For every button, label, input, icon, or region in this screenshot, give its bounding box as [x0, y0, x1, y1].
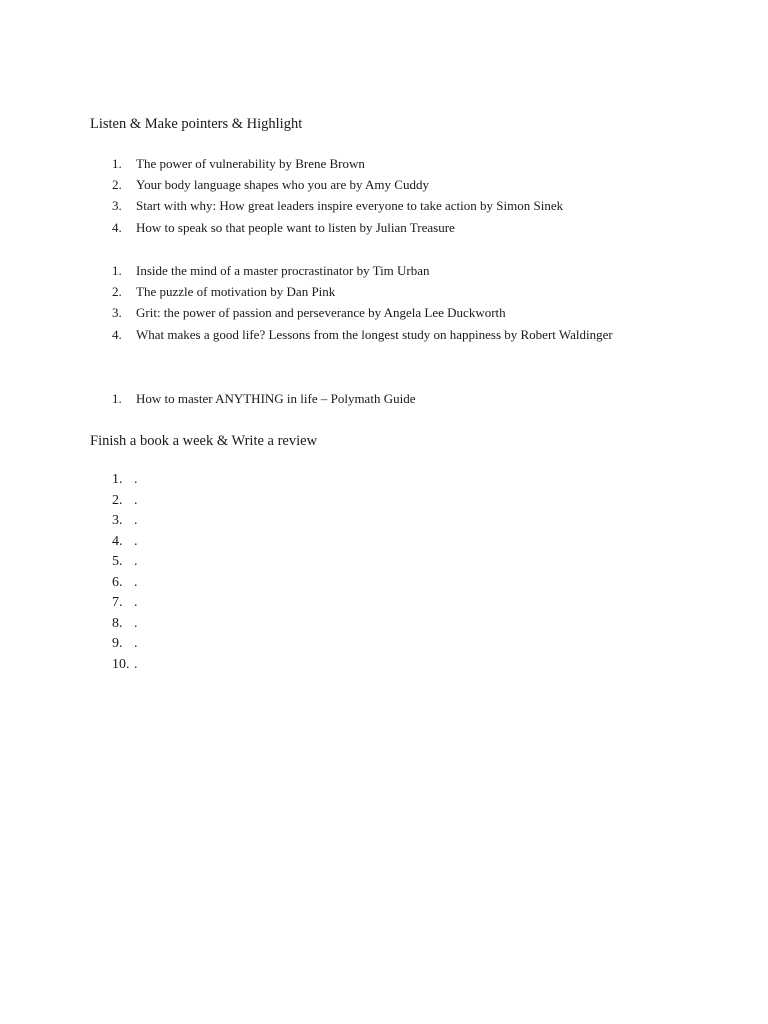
list-item-number: 2. — [112, 177, 122, 193]
list-item-number: 1. — [112, 472, 123, 487]
list-item-number: 6. — [112, 574, 123, 590]
list-item-text: . — [134, 615, 138, 631]
list-item-text: . — [134, 472, 138, 487]
list-item-number: 3. — [112, 513, 123, 528]
list-item-number: 9. — [112, 636, 123, 651]
list-item-number: 1. — [112, 263, 122, 278]
list-item-text: How to speak so that people want to listen by Julian Treasure — [136, 219, 455, 235]
list-item-text: What makes a good life? Lessons from the longest study on happiness by Robert Waldinger — [136, 326, 613, 342]
list-item-text: The puzzle of motivation by Dan Pink — [136, 284, 336, 300]
list-item-number: 10. — [112, 656, 130, 672]
list-item-number: 2. — [112, 284, 122, 300]
list-item-text: Inside the mind of a master procrastinator by Tim Urban — [136, 263, 430, 278]
list-item-text: . — [134, 574, 138, 590]
list-item-text: Your body language shapes who you are by Amy Cuddy — [136, 177, 429, 193]
list-item-number: 3. — [112, 305, 122, 321]
list-item-text: How to master ANYTHING in life – Polymath Guide — [136, 391, 416, 406]
list-item-number: 4. — [112, 219, 122, 235]
list-item-text: . — [134, 656, 138, 672]
list-item-number: 4. — [112, 326, 122, 342]
list-item-text: . — [134, 533, 138, 549]
list-item-text: . — [134, 554, 138, 569]
list-item-text: . — [134, 513, 138, 528]
list-item-text: The power of vulnerability by Brene Brown — [136, 156, 365, 171]
list-item-number: 1. — [112, 156, 122, 171]
list-item-number: 2. — [112, 492, 123, 508]
list-item-number: 7. — [112, 595, 123, 610]
list-item-number: 4. — [112, 533, 123, 549]
list-item-text: . — [134, 595, 138, 610]
list-item-text: Start with why: How great leaders inspire everyone to take action by Simon Sinek — [136, 198, 564, 214]
list-item-text: Grit: the power of passion and perseverance by Angela Lee Duckworth — [136, 305, 506, 321]
section-listen-heading: Listen & Make pointers & Highlight — [90, 116, 303, 132]
section-books-heading: Finish a book a week & Write a review — [90, 433, 318, 449]
list-item-number: 3. — [112, 198, 122, 214]
list-item-text: . — [134, 636, 138, 651]
list-item-number: 8. — [112, 615, 123, 631]
list-item-number: 5. — [112, 554, 123, 569]
list-item-number: 1. — [112, 391, 122, 406]
list-item-text: . — [134, 492, 138, 508]
